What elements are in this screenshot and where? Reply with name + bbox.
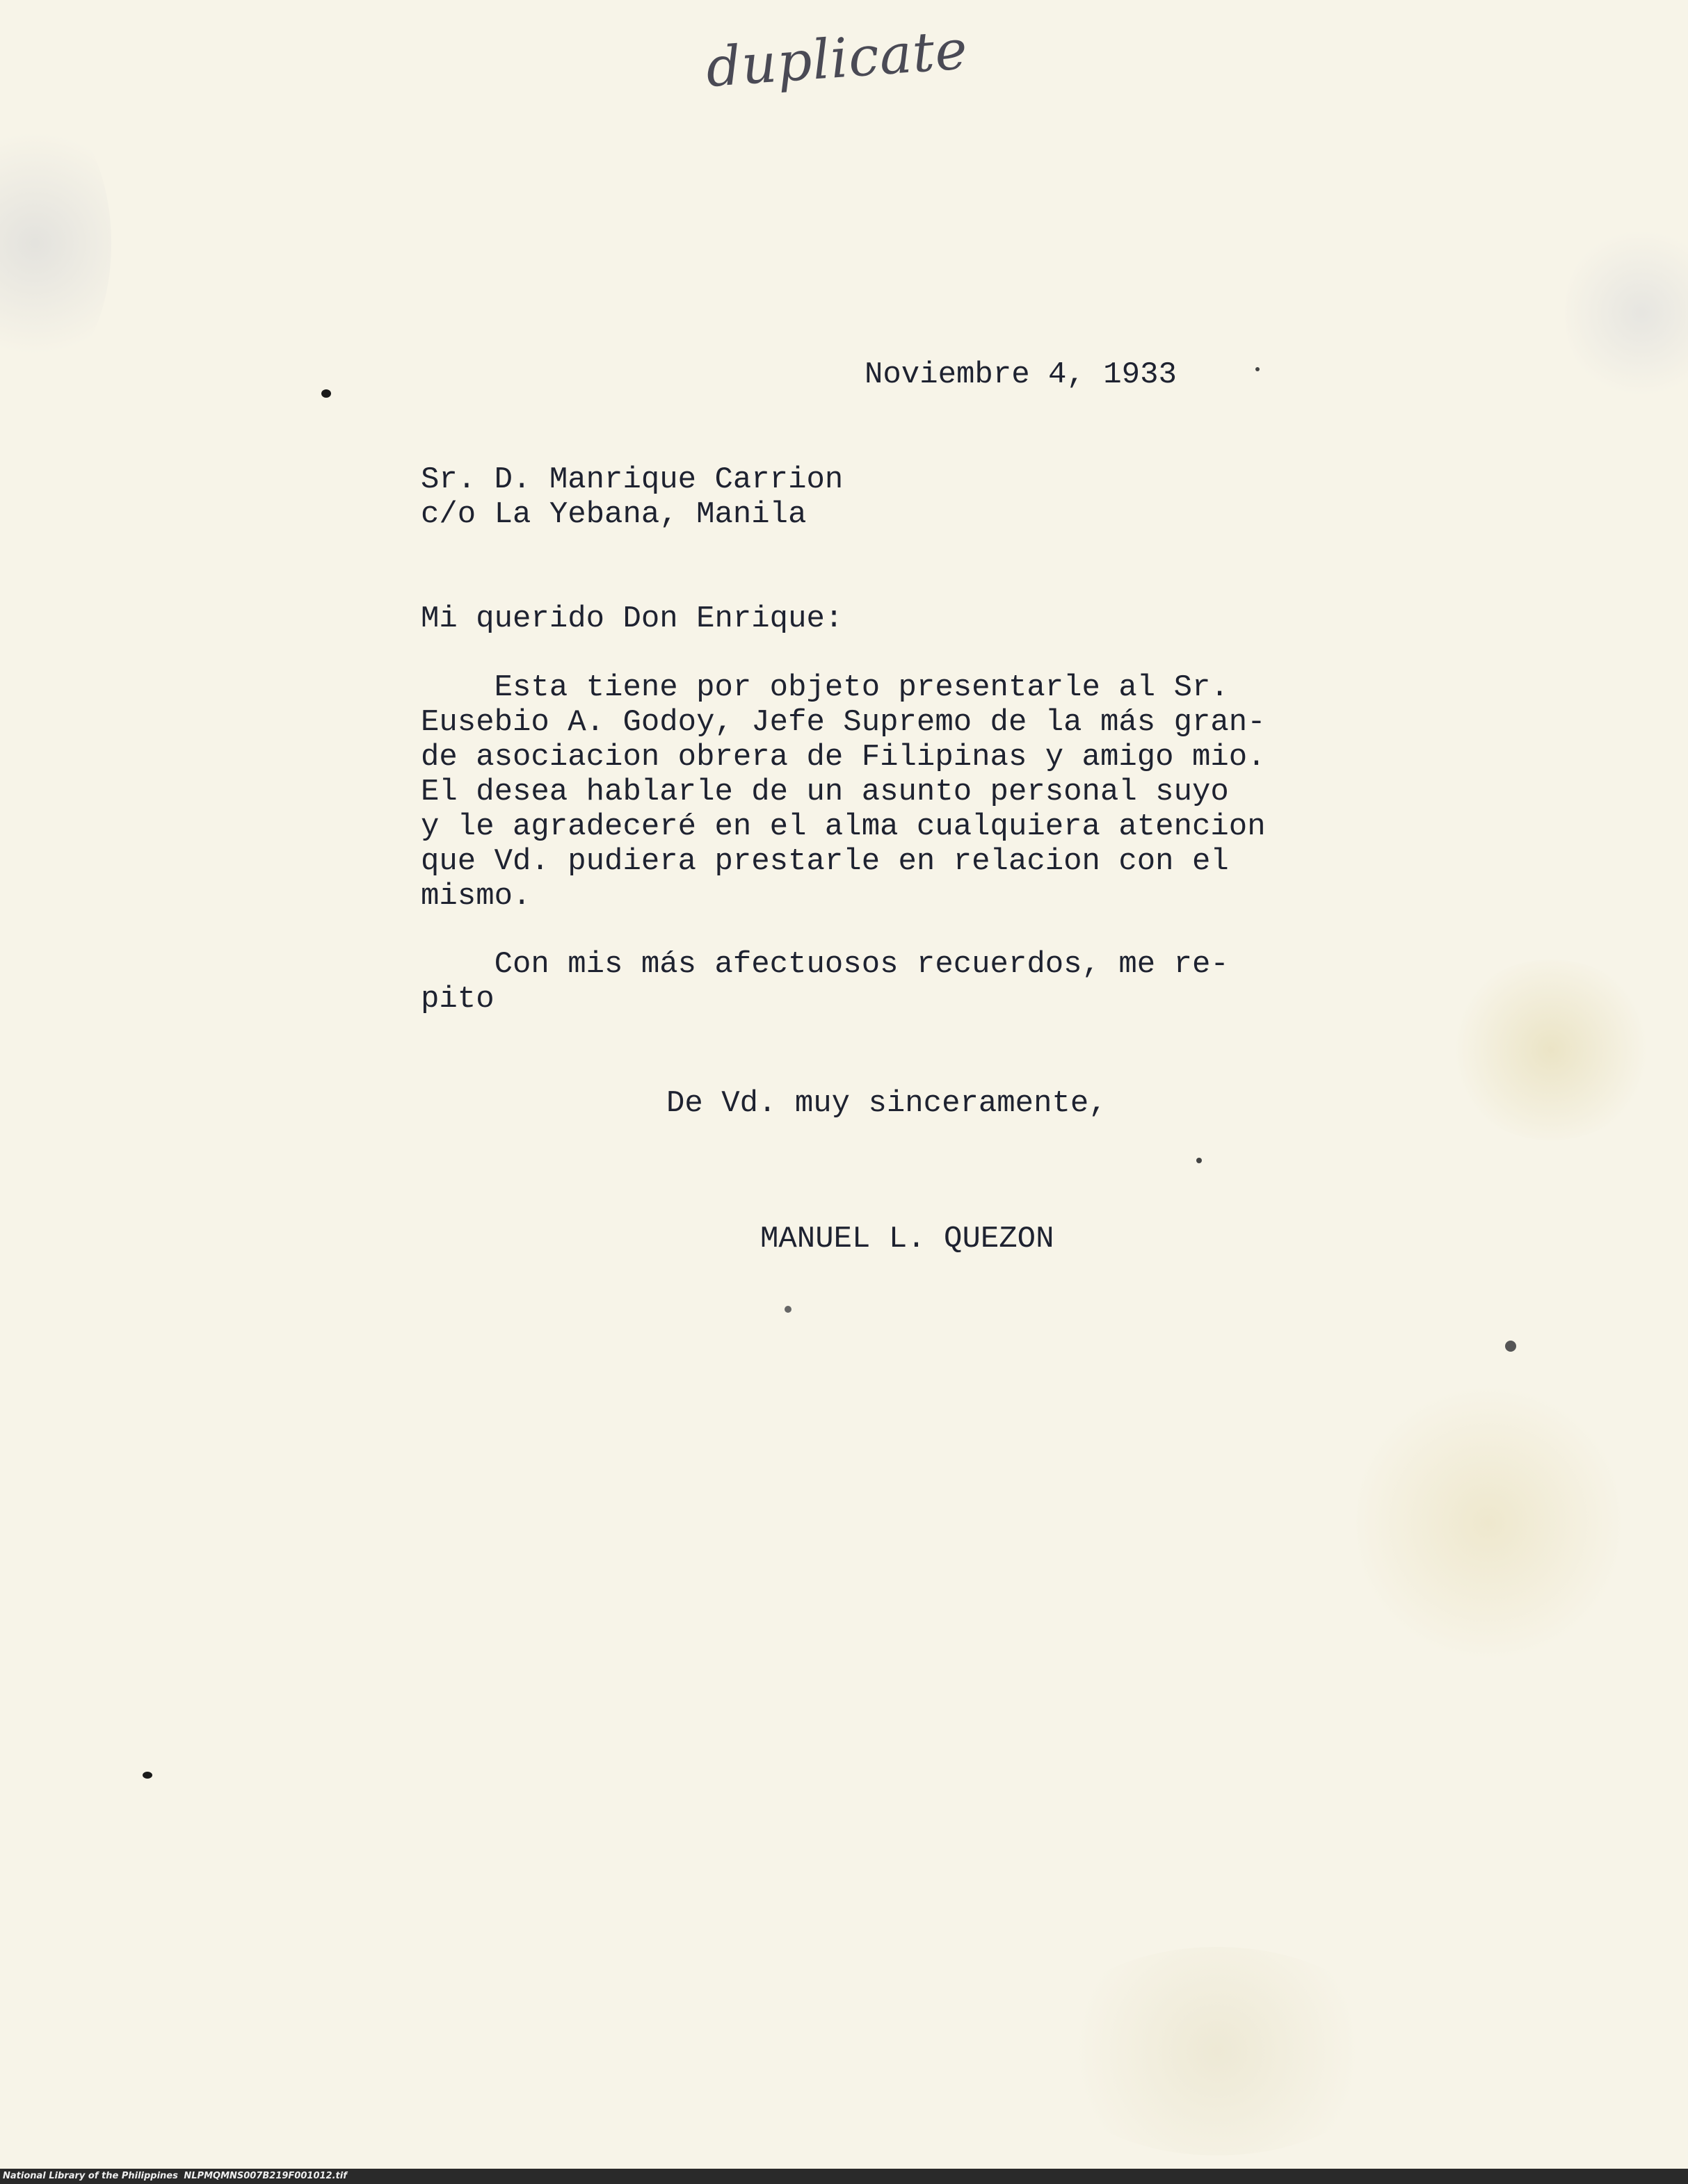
complimentary-close: De Vd. muy sinceramente,	[666, 1086, 1107, 1121]
body-line: de asociacion obrera de Filipinas y amigo mio.	[421, 740, 1266, 775]
ink-speck	[321, 389, 331, 398]
recipient-name: Sr. D. Manrique Carrion	[421, 462, 844, 497]
body-line: que Vd. pudiera prestarle en relacion con el	[421, 844, 1229, 879]
ink-speck	[1196, 1158, 1202, 1163]
ink-speck	[143, 1772, 152, 1779]
handwritten-annotation: duplicate	[704, 18, 970, 100]
paper-stain	[1043, 1947, 1391, 2155]
body-line: pito	[421, 982, 495, 1017]
body-line: y le agradeceré en el alma cualquiera atencion	[421, 809, 1266, 844]
body-line: Con mis más afectuosos recuerdos, me re-	[421, 947, 1229, 982]
paper-stain	[0, 104, 111, 382]
body-line: Esta tiene por objeto presentarle al Sr.	[421, 670, 1229, 705]
letter-date: Noviembre 4, 1933	[865, 357, 1177, 392]
paper-stain	[1565, 223, 1688, 403]
signature-name: MANUEL L. QUEZON	[760, 1222, 1054, 1256]
body-line: El desea hablarle de un asunto personal suyo	[421, 775, 1229, 809]
ink-speck	[1505, 1341, 1516, 1352]
archive-footer	[0, 2169, 1688, 2184]
footer-filename: NLPMQMNS007B219F001012.tif	[184, 2171, 347, 2181]
ink-speck	[1255, 367, 1260, 371]
body-line: mismo.	[421, 879, 531, 914]
footer-library: National Library of the Philippines	[3, 2171, 178, 2181]
paper-stain	[1447, 960, 1655, 1140]
salutation: Mi querido Don Enrique:	[421, 601, 844, 636]
ink-speck	[785, 1306, 791, 1313]
recipient-address: c/o La Yebana, Manila	[421, 497, 807, 532]
paper-stain	[1356, 1377, 1621, 1669]
body-line: Eusebio A. Godoy, Jefe Supremo de la más gran-	[421, 705, 1266, 740]
